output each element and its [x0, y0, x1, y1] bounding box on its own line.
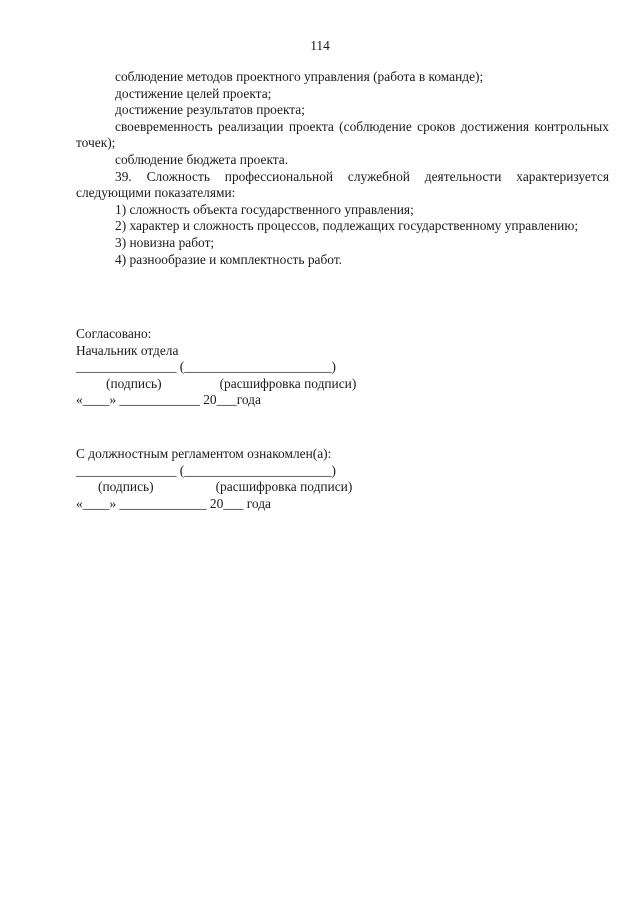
paragraph: своевременность реализации проекта (соблюдение сроков достижения контрольных точек);	[76, 118, 609, 151]
approval-position: Начальник отдела	[76, 342, 179, 358]
acquaintance-signature-line: _______________ (______________________)	[76, 462, 336, 478]
paragraph: 2) характер и сложность процессов, подлежащих государственному управлению;	[115, 218, 579, 234]
approval-heading: Согласовано:	[76, 326, 152, 341]
approval-date-line: «____» ____________ 20___года	[76, 392, 261, 408]
paragraph: соблюдение методов проектного управления (работа в команде);	[115, 69, 484, 84]
paragraph: 1) сложность объекта государственного управления;	[115, 201, 414, 217]
decoding-caption: (расшифровка подписи)	[215, 479, 353, 495]
acquaintance-date-line: «____» _____________ 20___ года	[76, 495, 271, 511]
acquaintance-captions	[76, 479, 476, 496]
decoding-caption: (расшифровка подписи)	[219, 375, 357, 391]
paragraph: 4) разнообразие и комплектность работ.	[115, 251, 343, 267]
paragraph: 39. Сложность профессиональной служебной деятельности характеризуется следующими показателями:	[76, 168, 609, 201]
paragraph: 3) новизна работ;	[115, 234, 215, 250]
acquaintance-block	[76, 446, 476, 512]
approval-block	[76, 326, 476, 409]
signature-caption: (подпись)	[106, 375, 162, 391]
approval-signature-line: _______________ (______________________)	[76, 359, 336, 375]
paragraph: достижение результатов проекта;	[115, 102, 305, 118]
approval-captions	[76, 376, 476, 393]
paragraph: достижение целей проекта;	[115, 85, 272, 101]
paragraph: соблюдение бюджета проекта.	[115, 151, 289, 167]
document-body	[76, 69, 609, 268]
acquaintance-heading: С должностным регламентом ознакомлен(а):	[76, 446, 332, 461]
signature-caption: (подпись)	[98, 479, 154, 495]
page-number: 114	[310, 38, 330, 53]
